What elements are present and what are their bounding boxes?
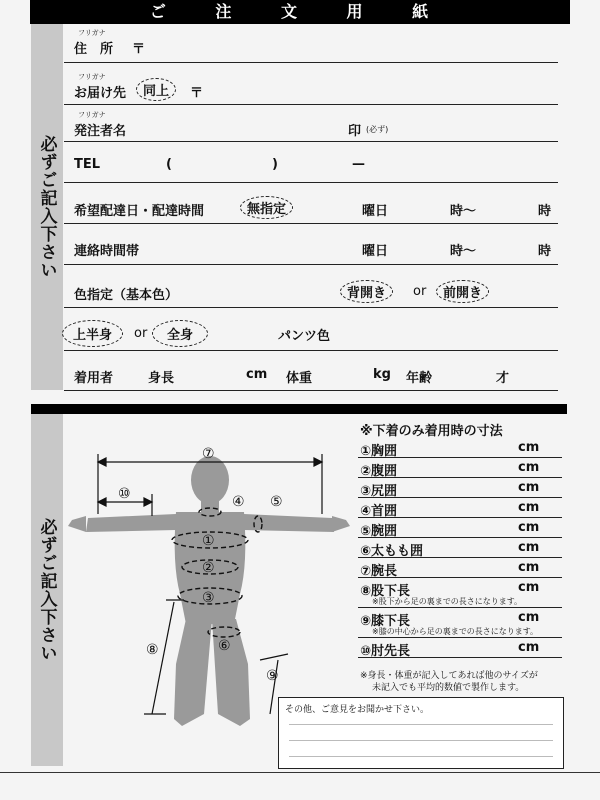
inseam-note: ※股下から足の裏までの長さになります。 (372, 597, 523, 606)
postal-mark-2: 〒 (190, 86, 204, 101)
furigana-orderer: フリガナ (78, 111, 106, 119)
knee-note: ※膝の中心から足の裏までの長さになります。 (372, 627, 539, 636)
required-label-2: 必ずご記入下さい (36, 518, 57, 662)
measurement-row[interactable]: ⑧股下長 cm ※股下から足の裏までの長さになります。 (358, 578, 562, 608)
label-hip: ③ (202, 590, 215, 606)
measurement-row[interactable]: ①胸囲 cm (358, 438, 562, 458)
row-divider (64, 141, 558, 142)
time-to-label-2: 時 (538, 244, 552, 259)
measurement-row[interactable]: ⑩肘先長 cm (358, 638, 562, 658)
comment-box[interactable] (278, 697, 564, 769)
measurement-row[interactable]: ④首囲 cm (358, 498, 562, 518)
orderer-label: 発注者名 (74, 124, 127, 139)
seal-label: 印 (348, 124, 362, 139)
unspecified-option[interactable]: 無指定 (240, 196, 293, 219)
measurement-row[interactable]: ②腹囲 cm (358, 458, 562, 478)
full-body-option[interactable]: 全身 (152, 320, 208, 347)
age-unit: 才 (496, 371, 510, 386)
same-option[interactable]: 同上 (136, 78, 176, 101)
body-diagram (64, 414, 354, 734)
delivery-date-label: 希望配達日・配達時間 (74, 204, 205, 219)
weight-unit: kg (373, 367, 391, 382)
label-chest: ① (202, 533, 215, 549)
address-label: 住 所 (74, 42, 114, 57)
weight-label: 体重 (286, 371, 313, 386)
furigana-address: フリガナ (78, 29, 106, 37)
form-title: ご 注 文 用 紙 (30, 0, 570, 24)
back-open-option[interactable]: 背開き (340, 280, 393, 303)
label-arm-length: ⑦ (202, 446, 215, 462)
section-bar (31, 404, 567, 414)
or-text-2: or (134, 326, 148, 341)
row-divider (64, 350, 558, 351)
row-divider (64, 307, 558, 308)
label-knee: ⑨ (266, 668, 279, 684)
height-unit: cm (246, 367, 268, 382)
color-label: 色指定（基本色） (74, 288, 179, 303)
height-label: 身長 (148, 371, 175, 386)
row-divider (64, 182, 558, 183)
age-label: 年齢 (406, 371, 433, 386)
address-field[interactable] (72, 60, 558, 61)
required-sidebar (31, 24, 63, 390)
weekday-label: 曜日 (362, 204, 389, 219)
measurement-row[interactable]: ⑥太もも囲 cm (358, 538, 562, 558)
label-thigh: ⑥ (218, 638, 231, 654)
tel-open-paren: ( (166, 157, 172, 172)
seal-note: (必ず) (366, 125, 389, 134)
label-inseam: ⑧ (146, 642, 159, 658)
contact-time-label: 連絡時間帯 (74, 244, 140, 259)
pants-color-label: パンツ色 (278, 329, 331, 344)
delivery-label: お届け先 (74, 86, 127, 101)
tel-close-paren: ) (272, 157, 278, 172)
row-divider (64, 390, 558, 391)
measurement-row[interactable]: ⑦腕長 cm (358, 558, 562, 578)
front-open-option[interactable]: 前開き (436, 280, 489, 303)
time-to-label: 時 (538, 204, 552, 219)
measurement-row[interactable]: ③尻囲 cm (358, 478, 562, 498)
upper-body-option[interactable]: 上半身 (62, 320, 123, 347)
label-neck: ④ (232, 494, 245, 510)
comment-prompt: その他、ご意見をお聞かせ下さい。 (285, 705, 430, 715)
row-divider (64, 264, 558, 265)
postal-mark: 〒 (132, 42, 146, 57)
required-sidebar-2 (31, 414, 63, 766)
measurement-list (358, 438, 562, 658)
tel-label: TEL (74, 157, 101, 172)
time-from-label-2: 時〜 (450, 244, 477, 259)
label-forearm: ⑩ (118, 486, 131, 502)
measurement-row[interactable]: ⑤腕囲 cm (358, 518, 562, 538)
or-text: or (413, 284, 427, 299)
row-divider (64, 104, 558, 105)
weekday-label-2: 曜日 (362, 244, 389, 259)
row-divider (64, 62, 558, 63)
label-waist: ② (202, 560, 215, 576)
footnote-line1: ※身長・体重が記入してあれば他のサイズが (360, 671, 538, 681)
measurements-heading: ※下着のみ着用時の寸法 (360, 424, 503, 439)
label-arm-girth: ⑤ (270, 494, 283, 510)
page-bottom-rule (0, 772, 600, 773)
row-divider (64, 223, 558, 224)
measurement-row[interactable]: ⑨膝下長 cm ※膝の中心から足の裏までの長さになります。 (358, 608, 562, 638)
footnote-line2: 未記入でも平均的数値で製作します。 (372, 683, 525, 693)
wearer-label: 着用者 (74, 371, 114, 386)
time-from-label: 時〜 (450, 204, 477, 219)
required-label: 必ずご記入下さい (36, 135, 57, 279)
furigana-delivery: フリガナ (78, 73, 106, 81)
tel-dash: — (352, 157, 365, 172)
